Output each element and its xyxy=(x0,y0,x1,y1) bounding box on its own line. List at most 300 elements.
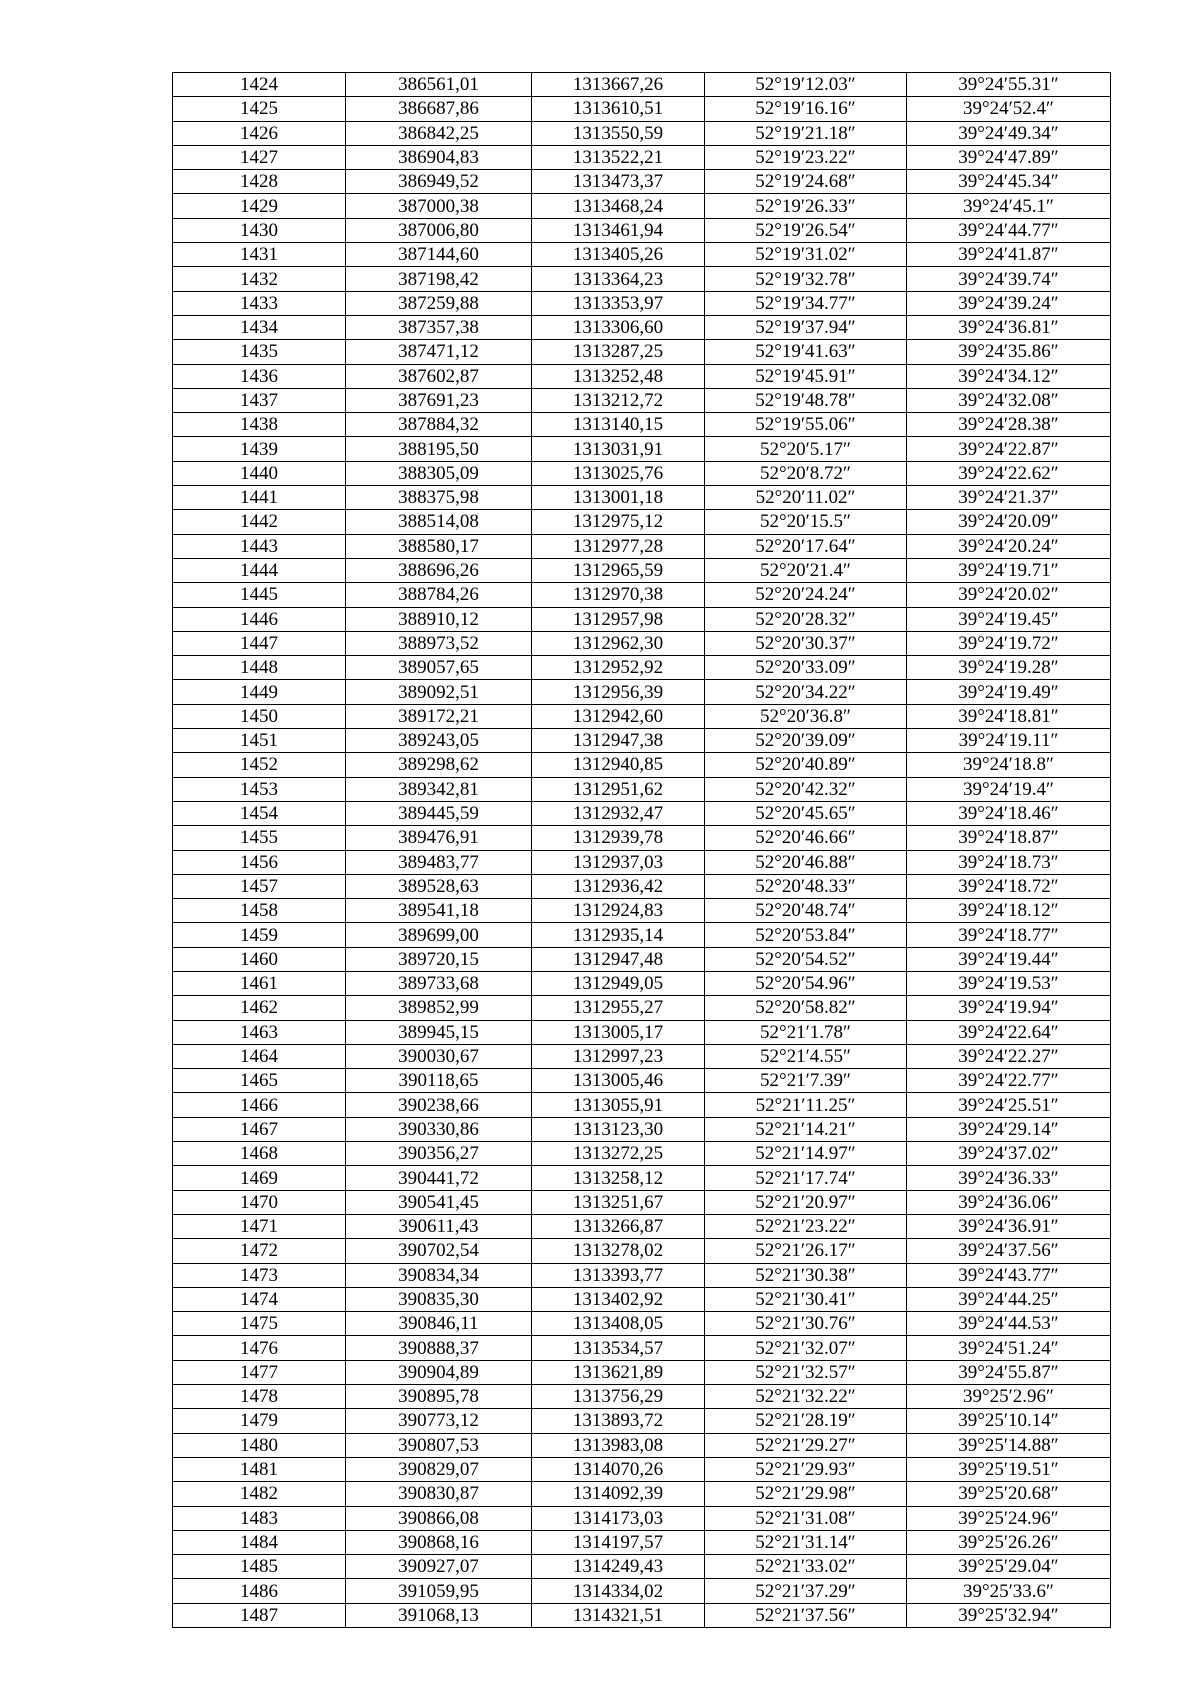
x-coordinate-cell: 390888,37 xyxy=(346,1336,532,1360)
y-coordinate-cell: 1313408,05 xyxy=(532,1312,705,1336)
latitude-cell: 52°20′46.88″ xyxy=(705,850,907,874)
x-coordinate-cell: 386904,83 xyxy=(346,145,532,169)
point-number-cell: 1476 xyxy=(173,1336,346,1360)
latitude-cell: 52°19′34.77″ xyxy=(705,291,907,315)
point-number-cell: 1437 xyxy=(173,388,346,412)
latitude-cell: 52°20′30.37″ xyxy=(705,631,907,655)
latitude-cell: 52°21′37.29″ xyxy=(705,1579,907,1603)
point-number-cell: 1424 xyxy=(173,73,346,97)
y-coordinate-cell: 1312942,60 xyxy=(532,704,705,728)
point-number-cell: 1434 xyxy=(173,315,346,339)
longitude-cell: 39°24′19.45″ xyxy=(907,607,1111,631)
table-row xyxy=(173,364,1111,388)
latitude-cell: 52°20′36.8″ xyxy=(705,704,907,728)
latitude-cell: 52°20′46.66″ xyxy=(705,826,907,850)
x-coordinate-cell: 390030,67 xyxy=(346,1044,532,1068)
latitude-cell: 52°20′21.4″ xyxy=(705,558,907,582)
x-coordinate-cell: 390834,34 xyxy=(346,1263,532,1287)
table-row xyxy=(173,947,1111,971)
point-number-cell: 1448 xyxy=(173,656,346,680)
latitude-cell: 52°19′32.78″ xyxy=(705,267,907,291)
latitude-cell: 52°21′1.78″ xyxy=(705,1020,907,1044)
x-coordinate-cell: 388910,12 xyxy=(346,607,532,631)
y-coordinate-cell: 1313025,76 xyxy=(532,461,705,485)
longitude-cell: 39°24′19.53″ xyxy=(907,971,1111,995)
point-number-cell: 1482 xyxy=(173,1482,346,1506)
y-coordinate-cell: 1313055,91 xyxy=(532,1093,705,1117)
x-coordinate-cell: 390356,27 xyxy=(346,1142,532,1166)
longitude-cell: 39°24′18.73″ xyxy=(907,850,1111,874)
x-coordinate-cell: 387691,23 xyxy=(346,388,532,412)
x-coordinate-cell: 387357,38 xyxy=(346,315,532,339)
y-coordinate-cell: 1312951,62 xyxy=(532,777,705,801)
x-coordinate-cell: 389298,62 xyxy=(346,753,532,777)
x-coordinate-cell: 390829,07 xyxy=(346,1457,532,1481)
table-row xyxy=(173,971,1111,995)
y-coordinate-cell: 1312965,59 xyxy=(532,558,705,582)
table-row xyxy=(173,874,1111,898)
point-number-cell: 1445 xyxy=(173,583,346,607)
longitude-cell: 39°24′52.4″ xyxy=(907,97,1111,121)
y-coordinate-cell: 1313610,51 xyxy=(532,97,705,121)
x-coordinate-cell: 388696,26 xyxy=(346,558,532,582)
latitude-cell: 52°19′41.63″ xyxy=(705,340,907,364)
y-coordinate-cell: 1312937,03 xyxy=(532,850,705,874)
latitude-cell: 52°20′58.82″ xyxy=(705,996,907,1020)
x-coordinate-cell: 387000,38 xyxy=(346,194,532,218)
y-coordinate-cell: 1312949,05 xyxy=(532,971,705,995)
point-number-cell: 1450 xyxy=(173,704,346,728)
table-row xyxy=(173,1360,1111,1384)
latitude-cell: 52°21′30.38″ xyxy=(705,1263,907,1287)
table-row xyxy=(173,1555,1111,1579)
point-number-cell: 1463 xyxy=(173,1020,346,1044)
longitude-cell: 39°24′36.06″ xyxy=(907,1190,1111,1214)
table-row xyxy=(173,1579,1111,1603)
latitude-cell: 52°20′15.5″ xyxy=(705,510,907,534)
y-coordinate-cell: 1312932,47 xyxy=(532,801,705,825)
longitude-cell: 39°24′28.38″ xyxy=(907,413,1111,437)
point-number-cell: 1439 xyxy=(173,437,346,461)
x-coordinate-cell: 387144,60 xyxy=(346,243,532,267)
longitude-cell: 39°24′35.86″ xyxy=(907,340,1111,364)
x-coordinate-cell: 386561,01 xyxy=(346,73,532,97)
y-coordinate-cell: 1313031,91 xyxy=(532,437,705,461)
point-number-cell: 1435 xyxy=(173,340,346,364)
y-coordinate-cell: 1313405,26 xyxy=(532,243,705,267)
point-number-cell: 1442 xyxy=(173,510,346,534)
y-coordinate-cell: 1314334,02 xyxy=(532,1579,705,1603)
longitude-cell: 39°24′55.87″ xyxy=(907,1360,1111,1384)
x-coordinate-cell: 389092,51 xyxy=(346,680,532,704)
latitude-cell: 52°20′54.52″ xyxy=(705,947,907,971)
longitude-cell: 39°25′19.51″ xyxy=(907,1457,1111,1481)
latitude-cell: 52°20′8.72″ xyxy=(705,461,907,485)
table-row xyxy=(173,510,1111,534)
table-row xyxy=(173,1530,1111,1554)
point-number-cell: 1451 xyxy=(173,729,346,753)
longitude-cell: 39°24′36.81″ xyxy=(907,315,1111,339)
longitude-cell: 39°24′44.25″ xyxy=(907,1287,1111,1311)
y-coordinate-cell: 1312947,48 xyxy=(532,947,705,971)
table-row xyxy=(173,73,1111,97)
point-number-cell: 1430 xyxy=(173,218,346,242)
longitude-cell: 39°24′36.33″ xyxy=(907,1166,1111,1190)
point-number-cell: 1460 xyxy=(173,947,346,971)
longitude-cell: 39°24′51.24″ xyxy=(907,1336,1111,1360)
y-coordinate-cell: 1313005,46 xyxy=(532,1069,705,1093)
latitude-cell: 52°21′14.97″ xyxy=(705,1142,907,1166)
point-number-cell: 1452 xyxy=(173,753,346,777)
table-row xyxy=(173,923,1111,947)
latitude-cell: 52°19′23.22″ xyxy=(705,145,907,169)
y-coordinate-cell: 1313266,87 xyxy=(532,1214,705,1238)
point-number-cell: 1454 xyxy=(173,801,346,825)
table-row xyxy=(173,704,1111,728)
table-row xyxy=(173,996,1111,1020)
y-coordinate-cell: 1314249,43 xyxy=(532,1555,705,1579)
table-row xyxy=(173,1166,1111,1190)
y-coordinate-cell: 1312940,85 xyxy=(532,753,705,777)
y-coordinate-cell: 1312997,23 xyxy=(532,1044,705,1068)
y-coordinate-cell: 1312956,39 xyxy=(532,680,705,704)
longitude-cell: 39°24′19.11″ xyxy=(907,729,1111,753)
latitude-cell: 52°21′26.17″ xyxy=(705,1239,907,1263)
x-coordinate-cell: 386949,52 xyxy=(346,170,532,194)
longitude-cell: 39°24′39.24″ xyxy=(907,291,1111,315)
x-coordinate-cell: 389445,59 xyxy=(346,801,532,825)
latitude-cell: 52°21′31.14″ xyxy=(705,1530,907,1554)
y-coordinate-cell: 1312924,83 xyxy=(532,899,705,923)
y-coordinate-cell: 1313468,24 xyxy=(532,194,705,218)
longitude-cell: 39°24′43.77″ xyxy=(907,1263,1111,1287)
y-coordinate-cell: 1312957,98 xyxy=(532,607,705,631)
longitude-cell: 39°25′29.04″ xyxy=(907,1555,1111,1579)
x-coordinate-cell: 390118,65 xyxy=(346,1069,532,1093)
y-coordinate-cell: 1312955,27 xyxy=(532,996,705,1020)
point-number-cell: 1485 xyxy=(173,1555,346,1579)
table-row xyxy=(173,558,1111,582)
table-row xyxy=(173,583,1111,607)
x-coordinate-cell: 390702,54 xyxy=(346,1239,532,1263)
latitude-cell: 52°19′26.33″ xyxy=(705,194,907,218)
point-number-cell: 1446 xyxy=(173,607,346,631)
latitude-cell: 52°19′26.54″ xyxy=(705,218,907,242)
x-coordinate-cell: 387006,80 xyxy=(346,218,532,242)
y-coordinate-cell: 1313473,37 xyxy=(532,170,705,194)
longitude-cell: 39°24′19.94″ xyxy=(907,996,1111,1020)
table-row xyxy=(173,631,1111,655)
table-row xyxy=(173,340,1111,364)
x-coordinate-cell: 391059,95 xyxy=(346,1579,532,1603)
table-row xyxy=(173,315,1111,339)
point-number-cell: 1431 xyxy=(173,243,346,267)
longitude-cell: 39°24′19.4″ xyxy=(907,777,1111,801)
longitude-cell: 39°24′55.31″ xyxy=(907,73,1111,97)
latitude-cell: 52°21′30.41″ xyxy=(705,1287,907,1311)
longitude-cell: 39°24′19.71″ xyxy=(907,558,1111,582)
x-coordinate-cell: 386687,86 xyxy=(346,97,532,121)
longitude-cell: 39°24′22.64″ xyxy=(907,1020,1111,1044)
x-coordinate-cell: 390541,45 xyxy=(346,1190,532,1214)
y-coordinate-cell: 1312975,12 xyxy=(532,510,705,534)
point-number-cell: 1443 xyxy=(173,534,346,558)
latitude-cell: 52°19′45.91″ xyxy=(705,364,907,388)
longitude-cell: 39°24′36.91″ xyxy=(907,1214,1111,1238)
x-coordinate-cell: 387198,42 xyxy=(346,267,532,291)
point-number-cell: 1474 xyxy=(173,1287,346,1311)
y-coordinate-cell: 1313287,25 xyxy=(532,340,705,364)
longitude-cell: 39°24′22.77″ xyxy=(907,1069,1111,1093)
point-number-cell: 1457 xyxy=(173,874,346,898)
point-number-cell: 1468 xyxy=(173,1142,346,1166)
x-coordinate-cell: 390835,30 xyxy=(346,1287,532,1311)
point-number-cell: 1471 xyxy=(173,1214,346,1238)
x-coordinate-cell: 390904,89 xyxy=(346,1360,532,1384)
x-coordinate-cell: 389945,15 xyxy=(346,1020,532,1044)
point-number-cell: 1425 xyxy=(173,97,346,121)
longitude-cell: 39°24′47.89″ xyxy=(907,145,1111,169)
latitude-cell: 52°21′20.97″ xyxy=(705,1190,907,1214)
table-row xyxy=(173,656,1111,680)
table-row xyxy=(173,753,1111,777)
latitude-cell: 52°21′4.55″ xyxy=(705,1044,907,1068)
y-coordinate-cell: 1312962,30 xyxy=(532,631,705,655)
longitude-cell: 39°24′21.37″ xyxy=(907,486,1111,510)
coordinates-table xyxy=(172,72,1111,1628)
x-coordinate-cell: 389057,65 xyxy=(346,656,532,680)
y-coordinate-cell: 1313140,15 xyxy=(532,413,705,437)
table-row xyxy=(173,486,1111,510)
longitude-cell: 39°24′44.77″ xyxy=(907,218,1111,242)
latitude-cell: 52°20′42.32″ xyxy=(705,777,907,801)
latitude-cell: 52°19′55.06″ xyxy=(705,413,907,437)
point-number-cell: 1459 xyxy=(173,923,346,947)
y-coordinate-cell: 1312977,28 xyxy=(532,534,705,558)
table-row xyxy=(173,218,1111,242)
latitude-cell: 52°21′33.02″ xyxy=(705,1555,907,1579)
x-coordinate-cell: 389483,77 xyxy=(346,850,532,874)
point-number-cell: 1441 xyxy=(173,486,346,510)
x-coordinate-cell: 390773,12 xyxy=(346,1409,532,1433)
point-number-cell: 1428 xyxy=(173,170,346,194)
y-coordinate-cell: 1313001,18 xyxy=(532,486,705,510)
table-row xyxy=(173,1457,1111,1481)
longitude-cell: 39°24′20.24″ xyxy=(907,534,1111,558)
x-coordinate-cell: 390830,87 xyxy=(346,1482,532,1506)
latitude-cell: 52°21′29.93″ xyxy=(705,1457,907,1481)
table-row xyxy=(173,899,1111,923)
longitude-cell: 39°24′22.87″ xyxy=(907,437,1111,461)
y-coordinate-cell: 1313461,94 xyxy=(532,218,705,242)
y-coordinate-cell: 1314197,57 xyxy=(532,1530,705,1554)
latitude-cell: 52°21′29.98″ xyxy=(705,1482,907,1506)
longitude-cell: 39°24′18.87″ xyxy=(907,826,1111,850)
point-number-cell: 1478 xyxy=(173,1385,346,1409)
y-coordinate-cell: 1312935,14 xyxy=(532,923,705,947)
latitude-cell: 52°21′29.27″ xyxy=(705,1433,907,1457)
y-coordinate-cell: 1313364,23 xyxy=(532,267,705,291)
point-number-cell: 1453 xyxy=(173,777,346,801)
latitude-cell: 52°20′39.09″ xyxy=(705,729,907,753)
table-row xyxy=(173,1287,1111,1311)
point-number-cell: 1427 xyxy=(173,145,346,169)
x-coordinate-cell: 389172,21 xyxy=(346,704,532,728)
latitude-cell: 52°20′54.96″ xyxy=(705,971,907,995)
latitude-cell: 52°21′28.19″ xyxy=(705,1409,907,1433)
longitude-cell: 39°24′44.53″ xyxy=(907,1312,1111,1336)
y-coordinate-cell: 1312939,78 xyxy=(532,826,705,850)
y-coordinate-cell: 1313353,97 xyxy=(532,291,705,315)
longitude-cell: 39°24′41.87″ xyxy=(907,243,1111,267)
table-row xyxy=(173,1069,1111,1093)
x-coordinate-cell: 390868,16 xyxy=(346,1530,532,1554)
x-coordinate-cell: 388195,50 xyxy=(346,437,532,461)
y-coordinate-cell: 1313278,02 xyxy=(532,1239,705,1263)
longitude-cell: 39°24′37.56″ xyxy=(907,1239,1111,1263)
table-row xyxy=(173,243,1111,267)
y-coordinate-cell: 1313212,72 xyxy=(532,388,705,412)
point-number-cell: 1447 xyxy=(173,631,346,655)
point-number-cell: 1458 xyxy=(173,899,346,923)
x-coordinate-cell: 389342,81 xyxy=(346,777,532,801)
point-number-cell: 1473 xyxy=(173,1263,346,1287)
y-coordinate-cell: 1313258,12 xyxy=(532,1166,705,1190)
x-coordinate-cell: 388784,26 xyxy=(346,583,532,607)
latitude-cell: 52°20′33.09″ xyxy=(705,656,907,680)
x-coordinate-cell: 389476,91 xyxy=(346,826,532,850)
longitude-cell: 39°24′25.51″ xyxy=(907,1093,1111,1117)
point-number-cell: 1436 xyxy=(173,364,346,388)
point-number-cell: 1433 xyxy=(173,291,346,315)
table-row xyxy=(173,1385,1111,1409)
longitude-cell: 39°24′37.02″ xyxy=(907,1142,1111,1166)
point-number-cell: 1479 xyxy=(173,1409,346,1433)
x-coordinate-cell: 388580,17 xyxy=(346,534,532,558)
table-row xyxy=(173,1409,1111,1433)
latitude-cell: 52°19′48.78″ xyxy=(705,388,907,412)
x-coordinate-cell: 390927,07 xyxy=(346,1555,532,1579)
table-row xyxy=(173,388,1111,412)
x-coordinate-cell: 386842,25 xyxy=(346,121,532,145)
x-coordinate-cell: 390441,72 xyxy=(346,1166,532,1190)
y-coordinate-cell: 1313123,30 xyxy=(532,1117,705,1141)
longitude-cell: 39°24′19.49″ xyxy=(907,680,1111,704)
x-coordinate-cell: 389733,68 xyxy=(346,971,532,995)
coordinates-table-body xyxy=(173,73,1111,1628)
latitude-cell: 52°20′45.65″ xyxy=(705,801,907,825)
table-row xyxy=(173,1093,1111,1117)
latitude-cell: 52°21′7.39″ xyxy=(705,1069,907,1093)
point-number-cell: 1487 xyxy=(173,1603,346,1627)
latitude-cell: 52°19′12.03″ xyxy=(705,73,907,97)
table-row xyxy=(173,1142,1111,1166)
table-row xyxy=(173,729,1111,753)
x-coordinate-cell: 389528,63 xyxy=(346,874,532,898)
point-number-cell: 1480 xyxy=(173,1433,346,1457)
latitude-cell: 52°20′40.89″ xyxy=(705,753,907,777)
table-row xyxy=(173,267,1111,291)
point-number-cell: 1462 xyxy=(173,996,346,1020)
longitude-cell: 39°24′45.34″ xyxy=(907,170,1111,194)
table-row xyxy=(173,170,1111,194)
point-number-cell: 1481 xyxy=(173,1457,346,1481)
table-row xyxy=(173,1482,1111,1506)
latitude-cell: 52°19′37.94″ xyxy=(705,315,907,339)
point-number-cell: 1469 xyxy=(173,1166,346,1190)
x-coordinate-cell: 391068,13 xyxy=(346,1603,532,1627)
x-coordinate-cell: 389699,00 xyxy=(346,923,532,947)
longitude-cell: 39°25′14.88″ xyxy=(907,1433,1111,1457)
point-number-cell: 1484 xyxy=(173,1530,346,1554)
y-coordinate-cell: 1313306,60 xyxy=(532,315,705,339)
longitude-cell: 39°24′29.14″ xyxy=(907,1117,1111,1141)
longitude-cell: 39°24′45.1″ xyxy=(907,194,1111,218)
x-coordinate-cell: 390846,11 xyxy=(346,1312,532,1336)
table-row xyxy=(173,194,1111,218)
longitude-cell: 39°24′18.72″ xyxy=(907,874,1111,898)
x-coordinate-cell: 387884,32 xyxy=(346,413,532,437)
latitude-cell: 52°21′32.07″ xyxy=(705,1336,907,1360)
table-row xyxy=(173,1239,1111,1263)
x-coordinate-cell: 390238,66 xyxy=(346,1093,532,1117)
longitude-cell: 39°25′2.96″ xyxy=(907,1385,1111,1409)
longitude-cell: 39°24′18.77″ xyxy=(907,923,1111,947)
point-number-cell: 1483 xyxy=(173,1506,346,1530)
point-number-cell: 1461 xyxy=(173,971,346,995)
x-coordinate-cell: 390807,53 xyxy=(346,1433,532,1457)
longitude-cell: 39°24′19.44″ xyxy=(907,947,1111,971)
point-number-cell: 1444 xyxy=(173,558,346,582)
point-number-cell: 1472 xyxy=(173,1239,346,1263)
latitude-cell: 52°20′5.17″ xyxy=(705,437,907,461)
y-coordinate-cell: 1314092,39 xyxy=(532,1482,705,1506)
point-number-cell: 1475 xyxy=(173,1312,346,1336)
y-coordinate-cell: 1314070,26 xyxy=(532,1457,705,1481)
longitude-cell: 39°24′39.74″ xyxy=(907,267,1111,291)
point-number-cell: 1464 xyxy=(173,1044,346,1068)
x-coordinate-cell: 390895,78 xyxy=(346,1385,532,1409)
y-coordinate-cell: 1313621,89 xyxy=(532,1360,705,1384)
point-number-cell: 1470 xyxy=(173,1190,346,1214)
x-coordinate-cell: 388375,98 xyxy=(346,486,532,510)
table-row xyxy=(173,1263,1111,1287)
table-row xyxy=(173,121,1111,145)
table-row xyxy=(173,1506,1111,1530)
latitude-cell: 52°20′48.74″ xyxy=(705,899,907,923)
latitude-cell: 52°20′28.32″ xyxy=(705,607,907,631)
x-coordinate-cell: 390330,86 xyxy=(346,1117,532,1141)
point-number-cell: 1449 xyxy=(173,680,346,704)
y-coordinate-cell: 1312952,92 xyxy=(532,656,705,680)
y-coordinate-cell: 1313251,67 xyxy=(532,1190,705,1214)
latitude-cell: 52°21′23.22″ xyxy=(705,1214,907,1238)
y-coordinate-cell: 1313005,17 xyxy=(532,1020,705,1044)
x-coordinate-cell: 387471,12 xyxy=(346,340,532,364)
longitude-cell: 39°24′19.28″ xyxy=(907,656,1111,680)
longitude-cell: 39°24′18.46″ xyxy=(907,801,1111,825)
longitude-cell: 39°25′20.68″ xyxy=(907,1482,1111,1506)
x-coordinate-cell: 387259,88 xyxy=(346,291,532,315)
longitude-cell: 39°24′19.72″ xyxy=(907,631,1111,655)
latitude-cell: 52°21′14.21″ xyxy=(705,1117,907,1141)
table-row xyxy=(173,145,1111,169)
table-row xyxy=(173,801,1111,825)
latitude-cell: 52°21′17.74″ xyxy=(705,1166,907,1190)
latitude-cell: 52°21′32.57″ xyxy=(705,1360,907,1384)
x-coordinate-cell: 388305,09 xyxy=(346,461,532,485)
y-coordinate-cell: 1314173,03 xyxy=(532,1506,705,1530)
